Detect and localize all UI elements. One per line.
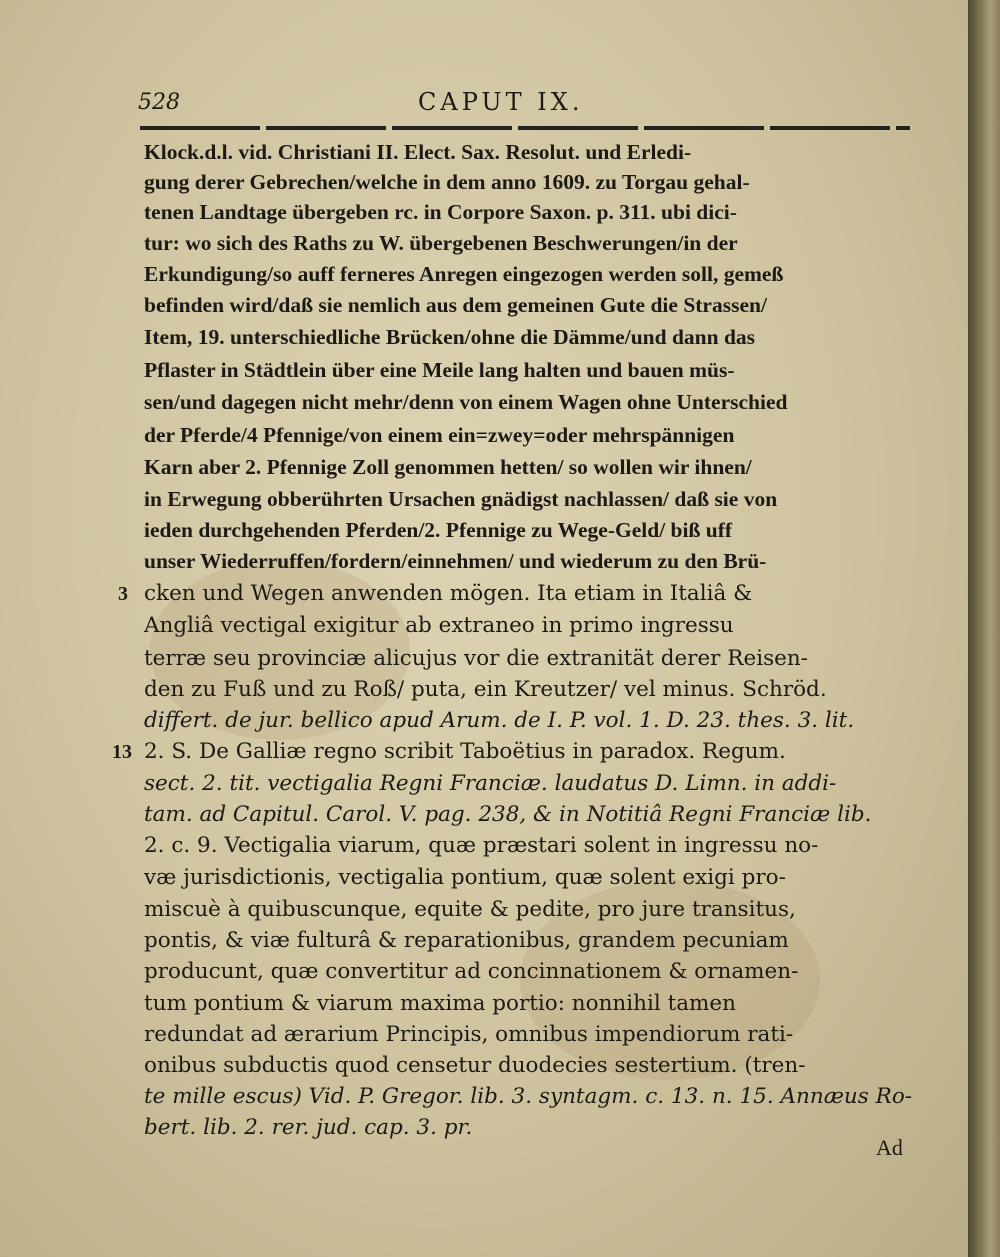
running-head: CAPUT IX. [418,88,584,116]
text-line: Pflaster in Städtlein über eine Meile lang halten und bauen müs- [144,358,735,382]
book-gutter [968,0,1000,1257]
margin-note: 3 [118,583,128,605]
header-rule [140,126,910,130]
text-line: in Erwegung obberührten Ursachen gnädigst nachlassen/ daß sie von [144,487,778,511]
text-line: te mille escus) Vid. P. Gregor. lib. 3. syntagm. c. 13. n. 15. Annæus Ro- [144,1084,913,1109]
text-line: den zu Fuß und zu Roß/ puta, ein Kreutzer/ vel minus. Schröd. [144,677,827,702]
text-line: 2. c. 9. Vectigalia viarum, quæ præstari solent in ingressu no- [144,833,819,858]
text-line: Klock.d.l. vid. Christiani II. Elect. Sax. Resolut. und Erledi- [144,140,692,164]
text-line: cken und Wegen anwenden mögen. Ita etiam in Italiâ & [144,581,753,606]
text-line: Angliâ vectigal exigitur ab extraneo in primo ingressu [144,613,734,638]
text-line: sect. 2. tit. vectigalia Regni Franciæ. laudatus D. Limn. in addi- [144,771,837,796]
text-line: terræ seu provinciæ alicujus vor die extranität derer Reisen- [144,646,808,671]
text-line: væ jurisdictionis, vectigalia pontium, quæ solent exigi pro- [144,865,786,890]
text-line: tenen Landtage übergeben rc. in Corpore Saxon. p. 311. ubi dici- [144,200,737,224]
text-line: 2. S. De Galliæ regno scribit Taboëtius in paradox. Regum. [144,739,786,764]
page-number: 528 [138,90,180,115]
text-line: pontis, & viæ fulturâ & reparationibus, grandem pecuniam [144,928,789,953]
text-line: befinden wird/daß sie nemlich aus dem gemeinen Gute die Strassen/ [144,293,767,317]
text-line: onibus subductis quod censetur duodecies sestertium. (tren- [144,1053,806,1078]
text-line: differt. de jur. bellico apud Arum. de I. P. vol. 1. D. 23. thes. 3. lit. [144,708,855,733]
text-line: Item, 19. unterschiedliche Brücken/ohne die Dämme/und dann das [144,325,756,349]
text-line: ieden durchgehenden Pferden/2. Pfennige zu Wege-Geld/ biß uff [144,518,733,542]
text-line: bert. lib. 2. rer. jud. cap. 3. pr. [144,1115,473,1140]
text-line: tur: wo sich des Raths zu W. übergebenen Beschwerungen/in der [144,231,738,255]
text-line: unser Wiederruffen/fordern/einnehmen/ und wiederum zu den Brü- [144,549,767,573]
margin-note: 13 [112,741,132,763]
text-line: sen/und dagegen nicht mehr/denn von einem Wagen ohne Unterschied [144,390,788,414]
text-line: miscuè à quibuscunque, equite & pedite, pro jure transitus, [144,897,796,922]
text-line: der Pferde/4 Pfennige/von einem ein=zwey=oder mehrspännigen [144,423,735,447]
text-line: redundat ad ærarium Principis, omnibus impendiorum rati- [144,1022,794,1047]
text-line: tum pontium & viarum maxima portio: nonnihil tamen [144,991,736,1016]
text-line: producunt, quæ convertitur ad concinnationem & ornamen- [144,959,799,984]
text-line: Karn aber 2. Pfennige Zoll genommen hetten/ so wollen wir ihnen/ [144,455,752,479]
text-line: gung derer Gebrechen/welche in dem anno 1609. zu Torgau gehal- [144,170,750,194]
page-header [0,86,968,126]
text-line: tam. ad Capitul. Carol. V. pag. 238, & in Notitiâ Regni Franciæ lib. [144,802,872,827]
text-line: Erkundigung/so auff ferneres Anregen eingezogen werden soll, gemeß [144,262,784,286]
catchword: Ad [876,1135,903,1160]
